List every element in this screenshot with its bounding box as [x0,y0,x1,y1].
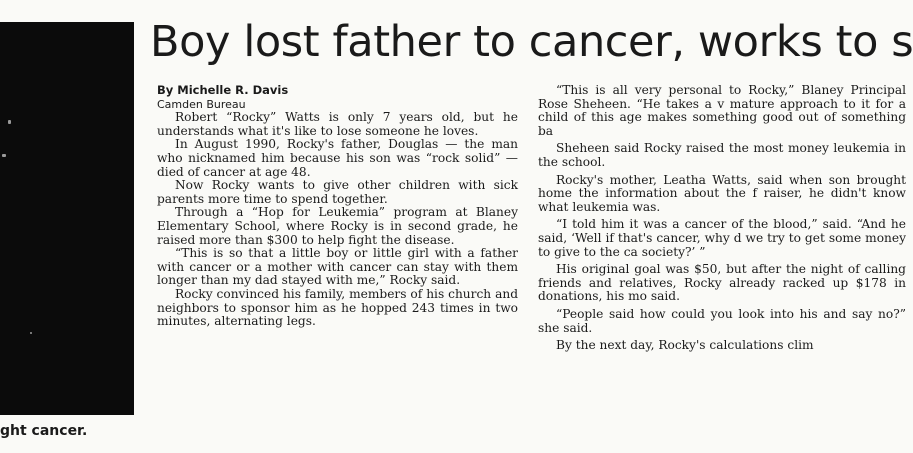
article-column-2 [538,83,906,357]
paragraph: Sheheen said Rocky raised the most money leukemia in the school. [538,141,906,169]
byline: By Michelle R. Davis [157,83,289,97]
paragraph: “People said how could you look into his and say no?” she said. [538,306,906,335]
paragraph: Now Rocky wants to give other children with sick parents more time to spend together. [157,178,518,206]
paragraph: “I told him it was a cancer of the blood,” said. “And he said, ‘Well if that's cancer, why d we try to get some money to give to the ca society?’ ” [538,217,906,259]
paragraph: Through a “Hop for Leukemia” program at Blaney Elementary School, where Rocky is in second grade, he raised more than $300 to help fight the disease. [157,205,518,247]
paragraph: Robert “Rocky” Watts is only 7 years old, but he understands what it's like to lose someone he loves. [157,110,518,138]
paragraph: Rocky convinced his family, members of his church and neighbors to sponsor him as he hopped 243 times in two minutes, alternating legs. [157,286,518,329]
paragraph: “This is all very personal to Rocky,” Blaney Principal Rose Sheheen. “He takes a v mature approach to it for a child of this age makes something good out of something ba [538,83,906,138]
column-2-text [538,84,906,353]
headline: Boy lost father to cancer, works to s [150,17,913,67]
paragraph: Rocky's mother, Leatha Watts, said when son brought home the information about the f raiser, he didn't know what leukemia was. [538,172,906,214]
photo-caption: ght cancer. [0,423,88,439]
paragraph: By the next day, Rocky's calculations clim [556,338,814,353]
paragraph: “This is so that a little boy or little girl with a father with cancer or a mother with cancer can stay with them longer than my dad stayed with me,” Rocky said. [157,246,518,288]
photo-highlight [8,120,11,124]
paragraph: In August 1990, Rocky's father, Douglas — the man who nicknamed him because his son was “rock solid” — died of cancer at age 48. [157,137,518,179]
article-column-1 [157,84,518,329]
bureau-line: Camden Bureau [157,97,246,111]
paragraph: His original goal was $50, but after the night of calling friends and relatives, Rocky already racked up $178 in donations, his mo said. [538,262,906,304]
article-photo [0,22,134,415]
photo-highlight [30,332,32,334]
photo-highlight [2,154,6,157]
